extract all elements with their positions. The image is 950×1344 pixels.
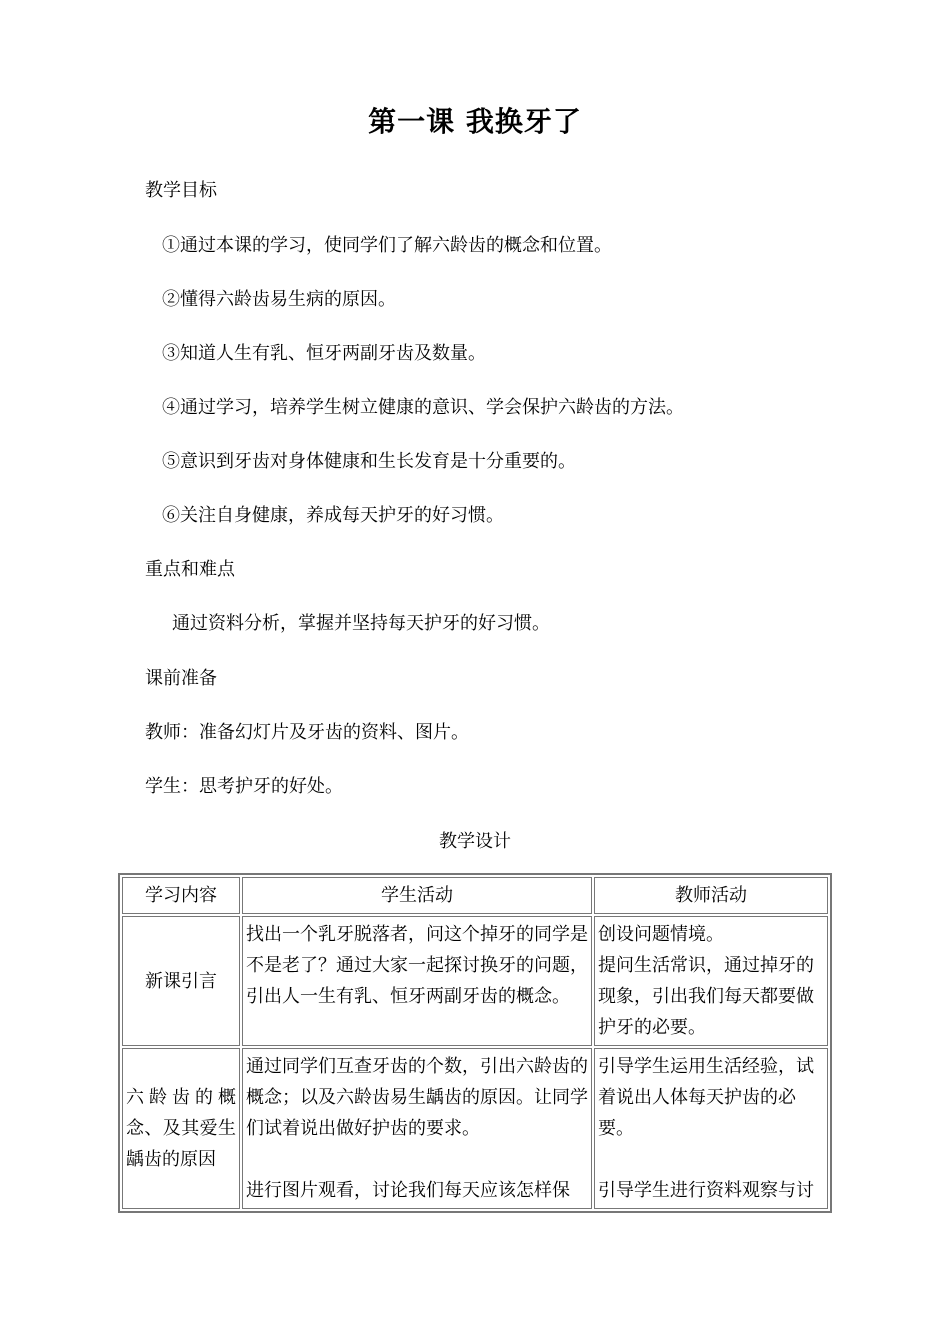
design-table-title: 教学设计	[439, 831, 511, 852]
row-teacher-cell	[594, 1048, 828, 1209]
row-content-cell: 六龄齿的概念、及其爱生龋齿的原因	[122, 1048, 240, 1209]
table-row	[122, 1048, 828, 1209]
goal-item-5: ⑤意识到牙齿对身体健康和生长发育是十分重要的。	[162, 451, 576, 472]
table-row	[122, 916, 828, 1046]
goal-item-6: ⑥关注自身健康，养成每天护牙的好习惯。	[162, 505, 504, 526]
goal-item-2: ②懂得六龄齿易生病的原因。	[162, 289, 396, 310]
table-header-row	[122, 877, 828, 914]
row-teacher-cell	[594, 916, 828, 1046]
teacher-paragraph: 引导学生进行资料观察与讨	[598, 1180, 814, 1201]
header-teacher-activity: 教师活动	[594, 877, 828, 914]
key-points-heading: 重点和难点	[145, 559, 235, 580]
preparation-heading: 课前准备	[145, 668, 217, 689]
teacher-line: 创设问题情境。	[598, 924, 724, 945]
header-content: 学习内容	[122, 877, 240, 914]
teacher-paragraph: 引导学生运用生活经验，试着说出人体每天护齿的必要。	[598, 1056, 814, 1139]
row-content-cell: 新课引言	[122, 916, 240, 1046]
preparation-student: 学生：思考护牙的好处。	[145, 776, 343, 797]
design-table	[118, 873, 832, 1213]
student-paragraph: 通过同学们互查牙齿的个数，引出六龄齿的概念；以及六龄齿易生龋齿的原因。让同学们试着说出做好护齿的要求。	[246, 1056, 588, 1139]
row-student-cell: 找出一个乳牙脱落者，问这个掉牙的同学是不是老了？通过大家一起探讨换牙的问题，引出人一生有乳、恒牙两副牙齿的概念。	[242, 916, 592, 1046]
teacher-line: 提问生活常识，通过掉牙的现象，引出我们每天都要做护牙的必要。	[598, 955, 814, 1038]
preparation-teacher: 教师：准备幻灯片及牙齿的资料、图片。	[145, 722, 469, 743]
goal-item-1: ①通过本课的学习，使同学们了解六龄齿的概念和位置。	[162, 235, 612, 256]
page-title: 第一课 我换牙了	[368, 105, 582, 138]
key-points-text: 通过资料分析，掌握并坚持每天护牙的好习惯。	[172, 613, 550, 634]
goal-item-4: ④通过学习，培养学生树立健康的意识、学会保护六龄齿的方法。	[162, 397, 684, 418]
header-student-activity: 学生活动	[242, 877, 592, 914]
goal-item-3: ③知道人生有乳、恒牙两副牙齿及数量。	[162, 343, 486, 364]
goals-heading: 教学目标	[145, 180, 217, 201]
student-paragraph: 进行图片观看，讨论我们每天应该怎样保	[246, 1180, 570, 1201]
row-student-cell	[242, 1048, 592, 1209]
